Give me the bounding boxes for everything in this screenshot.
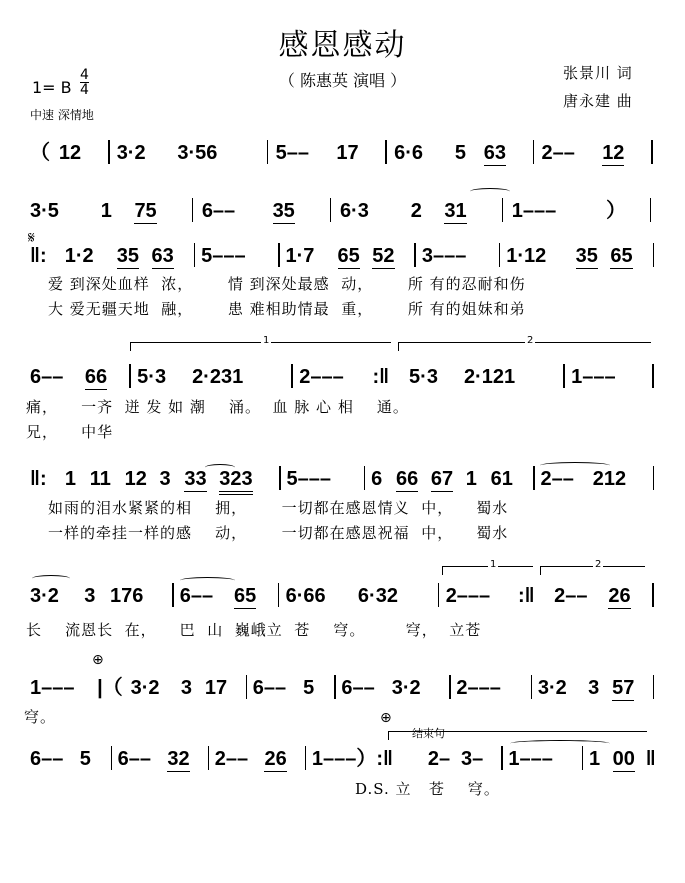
note-group: 5·3	[137, 366, 167, 388]
note-group: 33	[184, 468, 207, 490]
note-group: 1–––	[511, 200, 557, 222]
note-group: 5–––	[286, 468, 331, 490]
note-group: 75	[134, 200, 157, 222]
note-group: 00	[612, 748, 635, 770]
note-group: 6·3	[339, 200, 369, 222]
note-group: 31	[444, 200, 467, 222]
note-group: 32	[167, 748, 190, 770]
barline	[438, 583, 440, 607]
volta-number: 2	[595, 559, 602, 570]
volta-number: 1	[263, 335, 270, 346]
slur	[510, 740, 610, 747]
volta-2-verse	[398, 335, 651, 351]
note-group: ）	[606, 200, 627, 222]
note-group: 6·66	[285, 585, 326, 607]
note-group: :‖	[517, 585, 535, 607]
volta-1-chorus	[442, 559, 533, 575]
note-group: 12	[58, 142, 82, 164]
barline	[533, 466, 535, 490]
note-group: 3·2	[30, 585, 59, 607]
note-group: 2––	[554, 585, 588, 607]
note-group: 5·3	[409, 366, 438, 388]
barline	[334, 675, 336, 699]
note-group: 52	[372, 245, 395, 267]
barline	[385, 140, 387, 164]
coda-icon-2: ⊕	[380, 710, 392, 726]
note-group: 2–––	[445, 585, 491, 607]
barline	[449, 675, 451, 699]
barline	[208, 746, 210, 770]
note-group: 3–	[461, 748, 484, 770]
note-group: 3	[588, 677, 600, 699]
barline	[291, 364, 293, 388]
barline	[533, 140, 535, 164]
lyrics-coda1-line1: 穹。	[24, 708, 57, 726]
note-group: 1–––	[30, 677, 75, 699]
barline	[414, 243, 416, 267]
lyrics-verse2-line2: 兄， 中华	[26, 423, 114, 441]
barline	[502, 198, 504, 222]
time-signature-top: 4	[80, 67, 89, 83]
lyrics-chorus1-line2: 一样的牵挂一样的感 动， 一切都在感恩祝福 中， 蜀水	[48, 524, 509, 542]
note-group: 6––	[30, 748, 64, 770]
note-group: |（	[97, 677, 123, 699]
note-group: 6	[371, 468, 383, 490]
note-group: 3–––	[421, 245, 467, 267]
barline	[194, 243, 196, 267]
note-group: 12	[124, 468, 147, 490]
note-group: 66	[84, 366, 108, 388]
barline	[246, 675, 248, 699]
note-group: 3	[159, 468, 171, 490]
composer-credit: 唐永建 曲	[563, 92, 633, 110]
note-group: 2––	[541, 142, 575, 164]
barline	[653, 675, 655, 699]
note-group: 35	[575, 245, 598, 267]
note-group: ‖	[645, 748, 656, 770]
note-group: 66	[396, 468, 419, 490]
note-group: 1–––	[571, 366, 616, 388]
note-group: 2–––	[299, 366, 344, 388]
note-group: 1–––）:‖	[311, 748, 393, 770]
note-group: 1	[100, 200, 112, 222]
note-group: 63	[483, 142, 506, 164]
barline	[129, 364, 131, 388]
note-group: 2––	[214, 748, 249, 770]
note-group: 1	[465, 468, 477, 490]
note-group: 2	[410, 200, 422, 222]
note-group: 65	[610, 245, 633, 267]
slur	[180, 577, 235, 584]
slur	[32, 575, 70, 582]
note-group: 1–––	[508, 748, 553, 770]
note-group: 17	[336, 142, 359, 164]
barline	[364, 466, 366, 490]
note-group: 5	[79, 748, 91, 770]
note-group: 6––	[252, 677, 287, 699]
note-group: 5–––	[201, 245, 246, 267]
barline	[501, 746, 503, 770]
slur	[205, 464, 235, 471]
segno-icon: 𝄋	[28, 228, 35, 247]
note-group: 6––	[117, 748, 151, 770]
time-signature	[80, 68, 89, 97]
barline	[305, 746, 307, 770]
note-group: （	[30, 142, 50, 164]
note-group: 5	[303, 677, 315, 699]
note-group: 323	[219, 468, 252, 495]
note-group: 1·12	[506, 245, 547, 267]
note-group: 212	[592, 468, 627, 490]
singer-credit: （ 陈惠英 演唱 ）	[278, 71, 407, 90]
note-group: 5	[454, 142, 466, 164]
lyrics-chorus1-line1: 如雨的泪水紧紧的相 拥， 一切都在感恩情义 中， 蜀水	[48, 499, 509, 517]
barline	[172, 583, 174, 607]
barline	[650, 198, 652, 222]
lyrics-verse2-line1: 痛， 一齐 迸 发 如 潮 涌。 血 脉 心 相 通。	[26, 398, 409, 416]
barline	[278, 243, 280, 267]
note-group: 57	[612, 677, 635, 699]
note-group: 65	[233, 585, 257, 607]
barline	[111, 746, 113, 770]
barline	[192, 198, 194, 222]
note-group: 3	[180, 677, 193, 699]
note-group: 26	[608, 585, 631, 607]
note-group: ‖:	[30, 468, 47, 490]
note-group: 6·6	[394, 142, 424, 164]
lyrics-verse1-line2: 大 爱无疆天地 融， 患 难相助情最 重， 所 有的姐妹和弟	[48, 300, 526, 318]
barline	[267, 140, 269, 164]
note-group: 35	[272, 200, 295, 222]
note-group: 63	[151, 245, 174, 267]
barline	[279, 466, 281, 490]
note-group: 3·56	[177, 142, 218, 164]
note-group: 1·2	[64, 245, 94, 267]
barline	[652, 583, 654, 607]
note-group: 2·231	[192, 366, 244, 388]
note-group: 3·2	[391, 677, 421, 699]
note-group: 1·7	[285, 245, 315, 267]
note-group: 6––	[30, 366, 64, 388]
note-group: 5––	[275, 142, 310, 164]
note-group: 6––	[201, 200, 236, 222]
note-group: 26	[264, 748, 287, 770]
lyrics-coda2-line1: D.S. 立 苍 穹。	[355, 780, 500, 798]
note-group: 35	[116, 245, 140, 267]
volta-2-chorus	[540, 559, 645, 575]
note-group: 176	[110, 585, 144, 607]
note-group: 17	[204, 677, 228, 699]
note-group: 12	[602, 142, 625, 164]
lyricist-credit: 张景川 词	[563, 64, 633, 82]
volta-1-verse	[130, 335, 391, 351]
barline	[653, 466, 655, 490]
lyrics-chorus2-line1: 长 流恩长 在， 巴 山 巍峨立 苍 穹。 穹， 立苍	[26, 621, 482, 639]
note-group: 2·121	[463, 366, 516, 388]
note-group: 2–––	[456, 677, 501, 699]
barline	[563, 364, 565, 388]
note-group: 3·2	[116, 142, 146, 164]
key-signature: 1= B	[32, 78, 72, 97]
note-group: 3·2	[537, 677, 567, 699]
barline	[499, 243, 501, 267]
note-group: 3·5	[30, 200, 59, 222]
note-group: 65	[337, 245, 360, 267]
note-group: 11	[89, 468, 111, 490]
note-group: 6·32	[357, 585, 398, 607]
note-group: 1	[588, 748, 601, 770]
note-group: 1	[64, 468, 76, 490]
note-group: :‖	[372, 366, 390, 388]
barline	[330, 198, 332, 222]
barline	[278, 583, 280, 607]
ending-bracket	[388, 731, 647, 740]
note-group: ‖:	[30, 245, 47, 267]
note-group: 2–	[427, 748, 451, 770]
note-group: 3·2	[130, 677, 160, 699]
barline	[531, 675, 533, 699]
note-group: 6––	[341, 677, 375, 699]
barline	[653, 243, 655, 267]
ending-label: 结束句	[412, 727, 445, 740]
note-group: 2––	[540, 468, 574, 490]
barline	[651, 140, 653, 164]
barline	[582, 746, 584, 770]
tempo-marking: 中速 深情地	[30, 108, 94, 122]
lyrics-verse1-line1: 爱 到深处血样 浓， 情 到深处最感 动， 所 有的忍耐和伤	[48, 275, 526, 293]
volta-number: 2	[527, 335, 534, 346]
note-group: 3	[84, 585, 96, 607]
note-group: 67	[430, 468, 454, 490]
barline	[108, 140, 110, 164]
song-title: 感恩感动	[278, 28, 407, 63]
slur	[470, 188, 510, 195]
note-group: 61	[490, 468, 513, 490]
volta-number: 1	[490, 559, 497, 570]
slur	[540, 462, 610, 469]
barline	[652, 364, 654, 388]
note-group: 6––	[179, 585, 214, 607]
time-signature-bottom: 4	[80, 82, 89, 98]
coda-icon: ⊕	[92, 652, 104, 668]
